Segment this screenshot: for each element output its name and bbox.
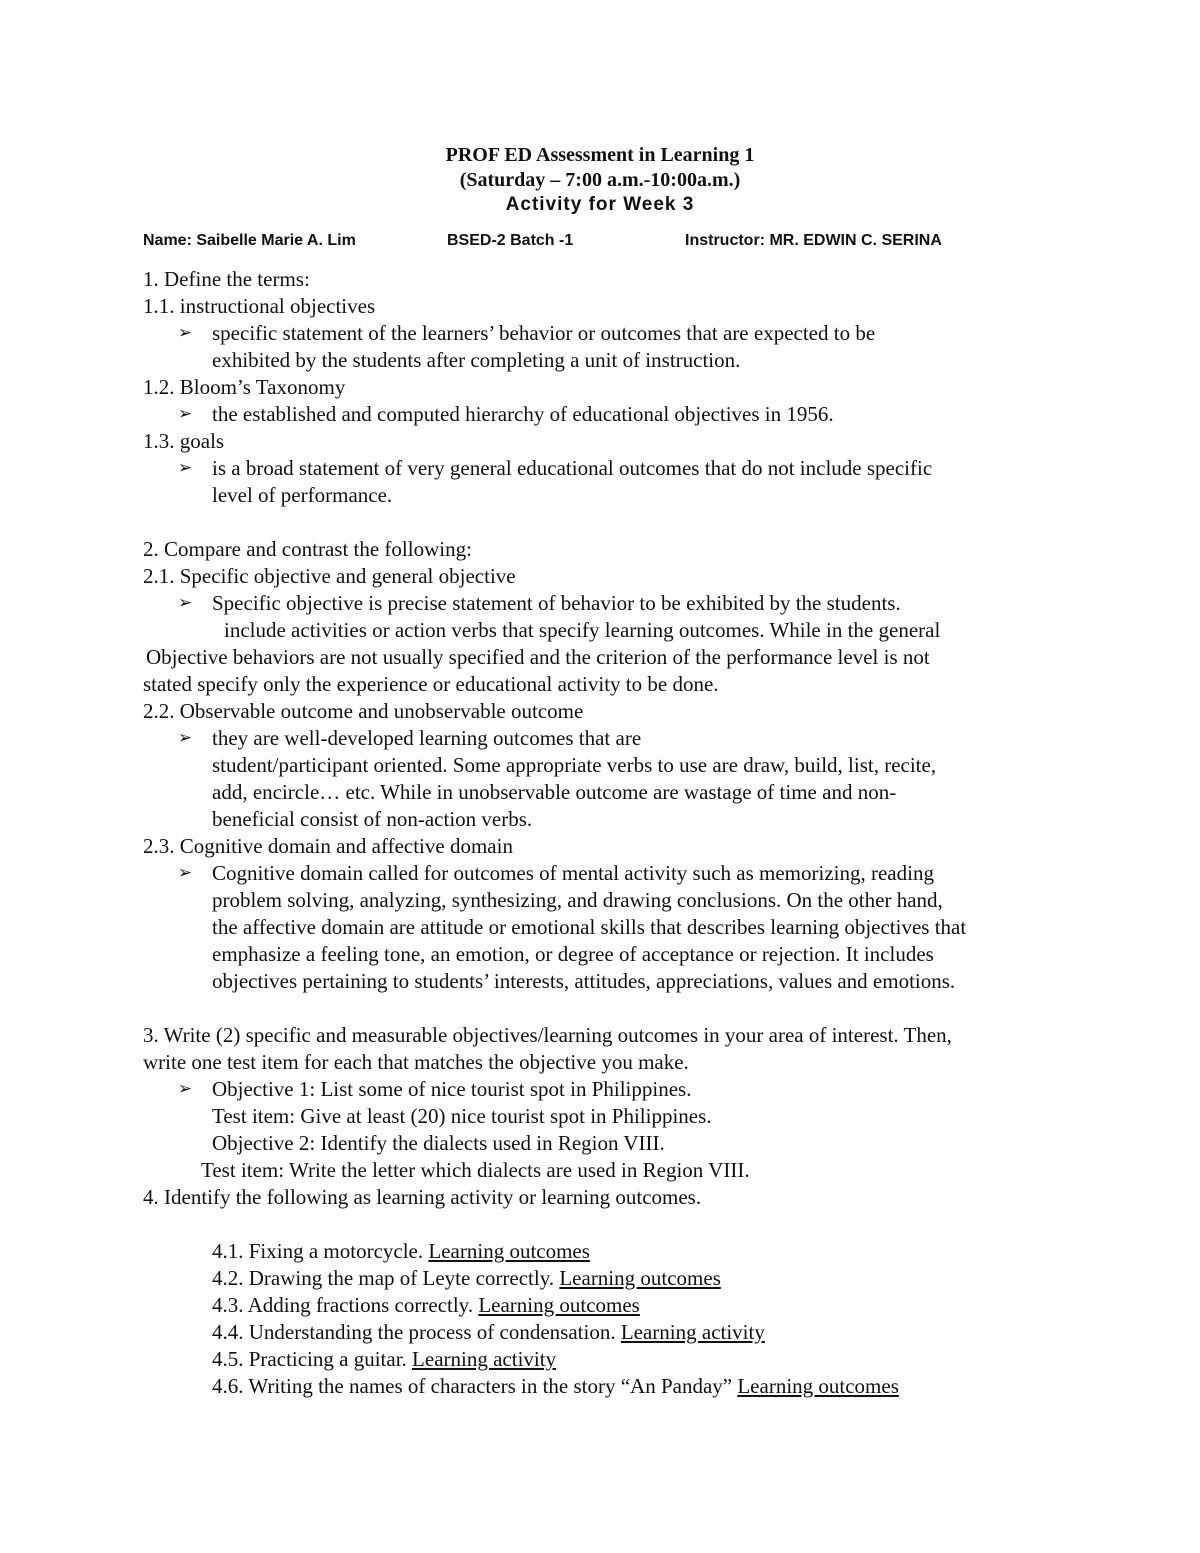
q2-item-2-answer-cont: beneficial consist of non-action verbs. <box>212 807 533 831</box>
arrow-bullet-icon: ➢ <box>178 593 193 613</box>
arrow-bullet-icon: ➢ <box>178 404 193 424</box>
q1-term-1-def-cont: exhibited by the students after completing a unit of instruction. <box>212 348 741 372</box>
q3-test-item-2: Test item: Write the letter which dialects are used in Region VIII. <box>201 1158 750 1182</box>
q1-term-3-def: is a broad statement of very general educational outcomes that do not include specific <box>212 456 933 480</box>
q2-item-1-answer: Specific objective is precise statement of behavior to be exhibited by the students. <box>212 591 901 615</box>
q2-item-3-answer-cont: problem solving, analyzing, synthesizing, and drawing conclusions. On the other hand, <box>212 888 943 912</box>
arrow-bullet-icon: ➢ <box>178 863 193 883</box>
q3-prompt: 3. Write (2) specific and measurable objectives/learning outcomes in your area of interest. Then, <box>143 1023 952 1047</box>
arrow-bullet-icon: ➢ <box>178 728 193 748</box>
q2-item-2-answer: they are well-developed learning outcomes that are <box>212 726 642 750</box>
q1-heading: 1. Define the terms: <box>143 267 310 291</box>
q4-item-text: 4.4. Understanding the process of condensation. <box>212 1320 616 1344</box>
q2-item-3-answer-cont: the affective domain are attitude or emotional skills that describes learning objectives that <box>212 915 967 939</box>
q2-heading: 2. Compare and contrast the following: <box>143 537 472 561</box>
q1-term-1-def: specific statement of the learners’ behavior or outcomes that are expected to be <box>212 321 876 345</box>
course-batch: BSED-2 Batch -1 <box>447 232 574 249</box>
q4-item-text: 4.2. Drawing the map of Leyte correctly. <box>212 1266 555 1290</box>
q1-term-1: 1.1. instructional objectives <box>143 294 376 318</box>
q4-item-answer: Learning outcomes <box>478 1293 640 1317</box>
q4-list-item <box>212 1238 590 1265</box>
q4-item-answer: Learning activity <box>620 1320 765 1344</box>
q4-item-answer: Learning outcomes <box>559 1266 721 1290</box>
q4-list-item <box>212 1373 899 1400</box>
q4-item-text: 4.3. Adding fractions correctly. <box>212 1293 474 1317</box>
q4-list-item <box>212 1265 721 1292</box>
q1-term-3: 1.3. goals <box>143 429 225 453</box>
q2-item-2-answer-cont: student/participant oriented. Some appropriate verbs to use are draw, build, list, recite, <box>212 753 937 777</box>
q4-list-item <box>212 1319 765 1346</box>
q4-item-answer: Learning activity <box>412 1347 557 1371</box>
q4-item-text: 4.5. Practicing a guitar. <box>212 1347 407 1371</box>
instructor-name: Instructor: MR. EDWIN C. SERINA <box>685 232 942 249</box>
q2-item-2: 2.2. Observable outcome and unobservable outcome <box>143 699 584 723</box>
arrow-bullet-icon: ➢ <box>178 323 193 343</box>
schedule-line: (Saturday – 7:00 a.m.-10:00a.m.) <box>459 169 741 191</box>
q4-list-item <box>212 1292 640 1319</box>
q1-term-2-def: the established and computed hierarchy of educational objectives in 1956. <box>212 402 834 426</box>
q4-item-answer: Learning outcomes <box>737 1374 899 1398</box>
q3-objective-2: Objective 2: Identify the dialects used in Region VIII. <box>212 1131 665 1155</box>
q4-list-item <box>212 1346 556 1373</box>
document-title: PROF ED Assessment in Learning 1 <box>445 144 755 166</box>
q4-heading: 4. Identify the following as learning activity or learning outcomes. <box>143 1185 702 1209</box>
q2-item-1-answer-cont: Objective behaviors are not usually specified and the criterion of the performance level is not <box>146 645 930 669</box>
q2-item-1: 2.1. Specific objective and general objective <box>143 564 516 588</box>
q4-item-answer: Learning outcomes <box>428 1239 590 1263</box>
q3-prompt-cont: write one test item for each that matches the objective you make. <box>143 1050 689 1074</box>
q1-term-2: 1.2. Bloom’s Taxonomy <box>143 375 346 399</box>
activity-title: Activity for Week 3 <box>505 194 695 215</box>
q3-objective-1: Objective 1: List some of nice tourist spot in Philippines. <box>212 1077 692 1101</box>
arrow-bullet-icon: ➢ <box>178 1079 193 1099</box>
q2-item-3-answer: Cognitive domain called for outcomes of mental activity such as memorizing, reading <box>212 861 934 885</box>
q1-term-3-def-cont: level of performance. <box>212 483 393 507</box>
student-name: Name: Saibelle Marie A. Lim <box>143 232 356 249</box>
q3-test-item-1: Test item: Give at least (20) nice tourist spot in Philippines. <box>212 1104 712 1128</box>
q4-item-text: 4.1. Fixing a motorcycle. <box>212 1239 424 1263</box>
q2-item-2-answer-cont: add, encircle… etc. While in unobservable outcome are wastage of time and non- <box>212 780 897 804</box>
q2-item-3: 2.3. Cognitive domain and affective domain <box>143 834 513 858</box>
q2-item-3-answer-cont: objectives pertaining to students’ interests, attitudes, appreciations, values and emotions. <box>212 969 956 993</box>
q2-item-1-answer-cont: include activities or action verbs that specify learning outcomes. While in the general <box>224 618 941 642</box>
q4-item-text: 4.6. Writing the names of characters in the story “An Panday” <box>212 1374 733 1398</box>
q2-item-3-answer-cont: emphasize a feeling tone, an emotion, or degree of acceptance or rejection. It includes <box>212 942 934 966</box>
arrow-bullet-icon: ➢ <box>178 458 193 478</box>
q2-item-1-answer-cont: stated specify only the experience or educational activity to be done. <box>143 672 719 696</box>
